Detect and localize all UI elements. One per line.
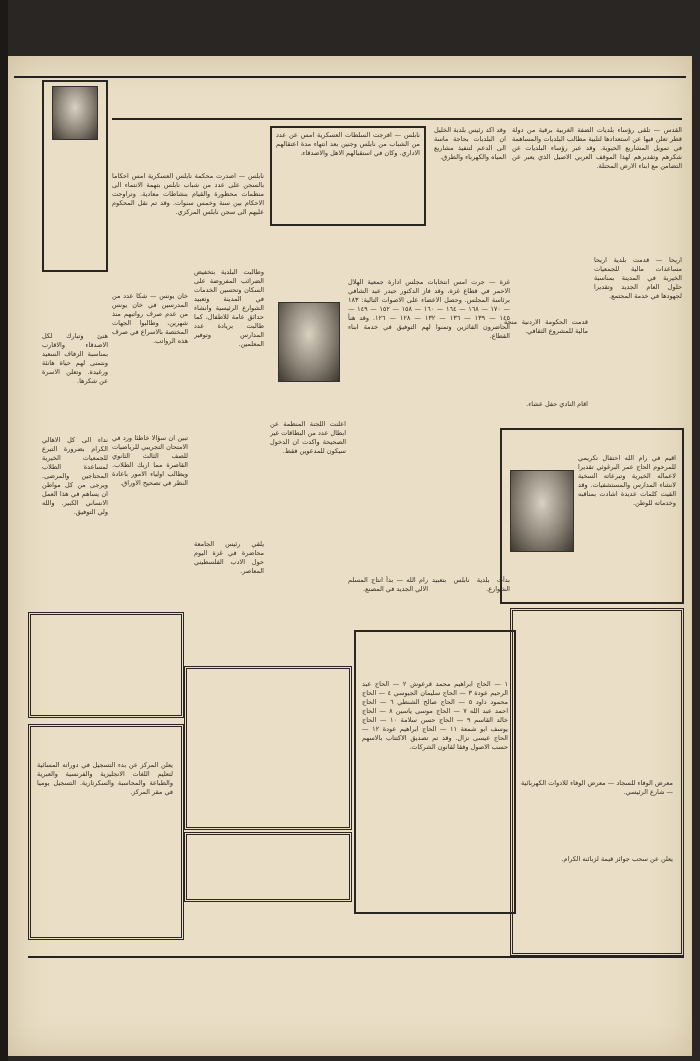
teachers-text: خان يونس — شكا عدد من المدرسين في خان يونس من عدم صرف رواتبهم منذ شهرين، وطالبوا الجهات المختصة بالاسراع في صرف هذه الرواتب. bbox=[112, 292, 188, 345]
release-box bbox=[270, 126, 426, 226]
aqsa-text: يلقي رئيس الجامعة محاضرة في غزة اليوم حول الادب الفلسطيني المعاصر. bbox=[194, 540, 264, 575]
qatar-article-text: القدس — تلقى رؤساء بلديات الضفة الغربية برقية من دولة قطر تعلن فيها عن استعدادها لتلبية مطالب البلديات والمساهمة في تمويل المشاريع الحيوية. وقد عبر رؤساء البلديات عن شكرهم وتقديرهم لهذا الموقف العربي الاصيل الذي يعبر عن التضامن مع ابناء الارض المحتلة. bbox=[512, 126, 682, 170]
markaz-ad bbox=[28, 724, 184, 940]
barghouti-caption bbox=[510, 554, 576, 572]
aid-text: اريحا — قدمت بلدية اريحا مساعدات مالية للجمعيات الخيرية في المدينة بمناسبة حلول العام الجديد وتقديرا لجهودها في خدمة المجتمع. bbox=[594, 256, 682, 300]
redcrescent-text: غزة — جرت امس انتخابات مجلس ادارة جمعية الهلال الاحمر في قطاع غزة، وقد فاز الدكتور حيدر عبد الشافي برئاسة المجلس. وحصل الاعضاء على الاصوات التالية: ١٨٣ — ١٧٠ — ١٦٨ — ١٦٤ — ١٦٠ — ١٥٨ — ١٥٢ — ١٤٩ — ١٤٥ — ١٣٩ — ١٣٦ — ١٣٢ — ١٢٨ — ١٢٦. وقد هنأ الحاضرون الفائزين وتمنوا لهم التوفيق في خدمة ابناء القطاع. bbox=[348, 278, 510, 340]
haidar-caption bbox=[272, 384, 342, 396]
editor-photo bbox=[52, 86, 98, 140]
barghouti-text: اقيم في رام الله احتفال تكريمي للمرحوم الحاج عمر البرغوثي تقديرا لاعماله الخيرية وتبرعاته السخية لانشاء المدارس والمستشفيات. وقد القيت كلمات عديدة اشادت بمناقبه وخدماته للوطن. bbox=[578, 454, 676, 507]
tax-article-text: وطالبت البلدية بتخفيض الضرائب المفروضة على السكان وتحسين الخدمات في المدينة وتعبيد الشوارع الرئيسية وانشاء حدائق عامة للاطفال، كما طالبت بزيادة عدد المدارس وتوفير المعلمين. bbox=[194, 268, 264, 348]
salon-ad bbox=[28, 612, 184, 718]
company-ad bbox=[184, 666, 352, 830]
okosion-ad bbox=[510, 608, 684, 956]
roads-text: بدأت بلدية نابلس بتعبيد الشوارع. bbox=[432, 576, 510, 593]
club-text: اقام النادي حفل عشاء. bbox=[526, 400, 588, 408]
qatar-article-text-2: وقد اكد رئيس بلدية الخليل ان البلديات بحاجة ماسة الى الدعم لتنفيذ مشاريع المياه والكهرباء والطرق. bbox=[434, 126, 506, 161]
restaurant-ad bbox=[184, 832, 352, 902]
nidaa-text: نداء الى كل الاهالي الكرام بضرورة التبرع للجمعيات الخيرية لمساعدة الطلاب المحتاجين والمرضى. ويرجى من كل مواطن ان يساهم في هذا العمل الانساني الكبير. والله ولي التوفيق. bbox=[42, 436, 108, 516]
exam-text: تبين ان سؤالا خاطئا ورد في الامتحان التجريبي للرياضيات للصف الثالث الثانوي القاصرة مما اربك الطلاب. ويطالب اولياء الامور باعادة النظر في تصحيح الاوراق. bbox=[112, 434, 188, 487]
shares-notice bbox=[354, 630, 516, 914]
markaz-text: يعلن المركز عن بدء التسجيل في دوراته المسائية لتعليم اللغات الانجليزية والفرنسية والعبرية والطباعة والمحاسبة والسكرتارية. التسجيل يوميا في مقر المركز. bbox=[37, 761, 173, 796]
barghouti-photo bbox=[510, 470, 574, 552]
barghouti-box bbox=[500, 428, 684, 604]
header-rule bbox=[14, 76, 686, 78]
scan-top-margin bbox=[0, 0, 700, 56]
jordan-grant-text: قدمت الحكومة الاردنية منحة مالية للمشروع الثقافي. bbox=[504, 318, 588, 335]
masthead-box bbox=[42, 80, 108, 272]
headline-rule bbox=[112, 118, 682, 120]
sakhel-text: يعلن عن سحب جوائز قيمة لزبائنه الكرام. bbox=[561, 855, 673, 863]
haidar-photo bbox=[278, 302, 340, 382]
industry-text: رام الله — بدأ انتاج المسلم الالي الجديد في المصنع. bbox=[348, 576, 428, 593]
ijtimaiyat-text: هنئ وتبارك لكل الاصدقاء والاقارب بمناسبة الزفاف السعيد ونتمنى لهم حياة هانئة ورغيدة. وتعلن الاسرة عن شكرها. bbox=[42, 332, 108, 385]
shares-list: ١ — الحاج ابراهيم محمد قرعوش ٢ — الحاج عبد الرحيم عودة ٣ — الحاج سليمان الجيوسي ٤ — الحاج محمود داود ٥ — الحاج صالح الشنطي ٦ — الحاج احمد عبد الله ٧ — الحاج موسى ياسين ٨ — الحاج خالد القاسم ٩ — الحاج حسن سلامة ١٠ — الحاج يوسف ابو شمعة ١١ — الحاج ابراهيم عودة ١٢ — الحاج عيسى نزال. وقد تم تصديق الاكتتاب بالاسهم حسب الاصول وفقا لقانون الشركات. bbox=[362, 680, 508, 751]
newspaper-page bbox=[8, 56, 692, 1056]
cinema-rule bbox=[28, 956, 684, 958]
scan-binding-edge bbox=[0, 0, 8, 1061]
ticket-text: اعلنت اللجنة المنظمة عن ابطال عدد من البطاقات غير الصحيحة واكدت ان الدخول سيكون للمدعوين فقط. bbox=[270, 420, 346, 455]
release-text: نابلس — افرجت السلطات العسكرية امس عن عدد من الشباب من نابلس وجنين بعد انتهاء مدة اعتقالهم الاداري. وكان في استقبالهم الاهل والاصدقاء. bbox=[276, 131, 420, 157]
okosion-details: معرض الوفاء للسجاد — معرض الوفاء للادوات الكهربائية — شارع الرئيسي. bbox=[521, 779, 673, 796]
military-article-text: نابلس — اصدرت محكمة نابلس العسكرية امس احكاما بالسجن على عدد من شباب نابلس بتهمة الانتماء الى منظمات محظورة والقيام بنشاطات معادية. وتراوحت الاحكام بين سنة وخمس سنوات. وقد تم نقل المحكوم عليهم الى سجن نابلس المركزي. bbox=[112, 172, 264, 216]
